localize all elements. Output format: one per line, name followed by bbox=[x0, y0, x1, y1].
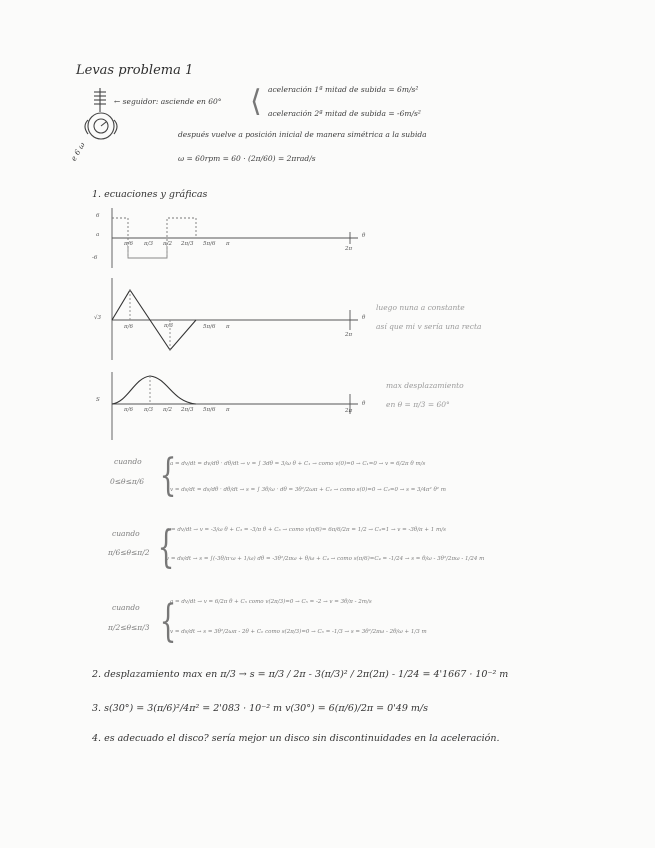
vel-note-1: luego nuna a constante bbox=[376, 303, 465, 312]
disp-x-tick: π bbox=[226, 407, 230, 413]
accel-x-tick: π/3 bbox=[144, 241, 153, 247]
case-3-eq-accel: a = dv/dt → v = 6/2π θ + C₅ como v(2π/3)=0 → C₅ = -2 → v = 3θ/π - 2m/s bbox=[170, 599, 372, 605]
accel-y-tick-neg6: -6 bbox=[92, 255, 98, 261]
disp-x-tick: π/2 bbox=[163, 407, 172, 413]
disp-x-tick: π/6 bbox=[124, 407, 133, 413]
disp-x-axis-label: θ bbox=[362, 401, 366, 407]
vel-x-tick: 5π/6 bbox=[203, 324, 216, 330]
case-2-eq-disp: v = ds/dt → s = ∫(-3θ/π·ω + 1/ω) dθ = -3θ²/2πω + θ/ω + C₄ → como s(π/6)=C₄ = -1/24 → s = θ/ω - 3θ²/2πω - 1/24 m bbox=[166, 556, 485, 562]
answer-4: 4. es adecuado el disco? sería mejor un disco sin discontinuidades en la aceleración. bbox=[92, 733, 500, 744]
case-1-label: cuando bbox=[114, 457, 142, 466]
margin-note: e 6 ω bbox=[68, 140, 87, 163]
disp-note-1: max desplazamiento bbox=[386, 381, 464, 390]
accel-second-half: aceleración 2ª mitad de subida = -6m/s² bbox=[268, 109, 421, 118]
accel-x-tick: π/6 bbox=[124, 241, 133, 247]
accel-x-tick: 2π/3 bbox=[181, 241, 194, 247]
answer-2: 2. desplazamiento max en π/3 → s = π/3 / 2π - 3(π/3)² / 2π(2π) - 1/24 = 4'1667 · 10⁻² m bbox=[92, 669, 509, 680]
accel-x-axis-label: θ bbox=[362, 233, 366, 239]
disp-y-tick: S bbox=[96, 397, 100, 403]
accel-x-tick: π bbox=[226, 241, 230, 247]
case-3-range: π/2≤θ≤π/3 bbox=[108, 623, 150, 632]
accel-y-label-a: a bbox=[96, 232, 100, 238]
vel-y-tick: √3 bbox=[94, 315, 102, 321]
disp-note-2: en θ = π/3 = 60° bbox=[386, 400, 450, 409]
disp-x-tick: 2π bbox=[345, 408, 353, 414]
header-brace: ⟨ bbox=[250, 84, 262, 119]
return-note: después vuelve a posición inicial de manera simétrica a la subida bbox=[178, 130, 427, 139]
follower-note: ← seguidor: asciende en 60° bbox=[114, 97, 222, 106]
page-title: Levas problema 1 bbox=[76, 63, 194, 78]
vel-note-2: así que mi v sería una recta bbox=[376, 322, 482, 331]
case-3-eq-disp: v = ds/dt → s = 3θ²/2ωπ - 2θ + C₆ como s(2π/3)=0 → C₆ = -1/3 → s = 3θ²/2πω - 2θ/ω + 1/3 m bbox=[170, 629, 427, 635]
vel-x-tick: π/3 bbox=[164, 323, 173, 329]
accel-x-tick: 5π/6 bbox=[203, 241, 216, 247]
section-1-heading: 1. ecuaciones y gráficas bbox=[92, 189, 208, 200]
disp-x-tick: 2π/3 bbox=[181, 407, 194, 413]
accel-x-tick: 2π bbox=[345, 246, 353, 252]
vel-x-tick: 2π bbox=[345, 332, 353, 338]
case-2-brace: { bbox=[157, 522, 175, 573]
answer-3: 3. s(30°) = 3(π/6)²/4π² = 2'083 · 10⁻² m v(30°) = 6(π/6)/2π = 0'49 m/s bbox=[92, 703, 428, 714]
vel-x-tick: π bbox=[226, 324, 230, 330]
case-2-label: cuando bbox=[112, 529, 140, 538]
case-3-label: cuando bbox=[112, 603, 140, 612]
case-1-brace: { bbox=[159, 450, 177, 501]
disp-x-tick: π/3 bbox=[144, 407, 153, 413]
case-2-eq-accel: a = dv/dt → v = -3/ω θ + C₃ = -3/π θ + C₃ → como v(π/6)= 6π/6/2π = 1/2 → C₃=1 → v = -3θ/π + 1 m/s bbox=[166, 527, 446, 533]
case-1-eq-accel: a = dv/dt = dv/dθ · dθ/dt → v = ∫ 3dθ = 3/ω θ + C₁ → como v(0)=0 → C₁=0 → v = 6/2π θ m/s bbox=[170, 461, 426, 467]
case-3-brace: { bbox=[159, 596, 177, 647]
accel-y-tick-6: 6 bbox=[96, 213, 100, 219]
vel-x-tick: π/6 bbox=[124, 324, 133, 330]
accel-x-tick: π/2 bbox=[163, 241, 172, 247]
case-1-eq-disp: v = ds/dt = ds/dθ · dθ/dt → s = ∫ 3θ/ω · dθ = 3θ²/2ωπ + C₂ → como s(0)=0 → C₂=0 → s = 3/4π² θ² m bbox=[170, 487, 446, 493]
omega-equation: ω = 60rpm = 60 · (2π/60) = 2πrad/s bbox=[178, 154, 316, 163]
disp-x-tick: 5π/6 bbox=[203, 407, 216, 413]
accel-first-half: aceleración 1ª mitad de subida = 6m/s² bbox=[268, 85, 419, 94]
case-1-range: 0≤θ≤π/6 bbox=[110, 477, 145, 486]
vel-x-axis-label: θ bbox=[362, 315, 366, 321]
case-2-range: π/6≤θ≤π/2 bbox=[108, 548, 150, 557]
